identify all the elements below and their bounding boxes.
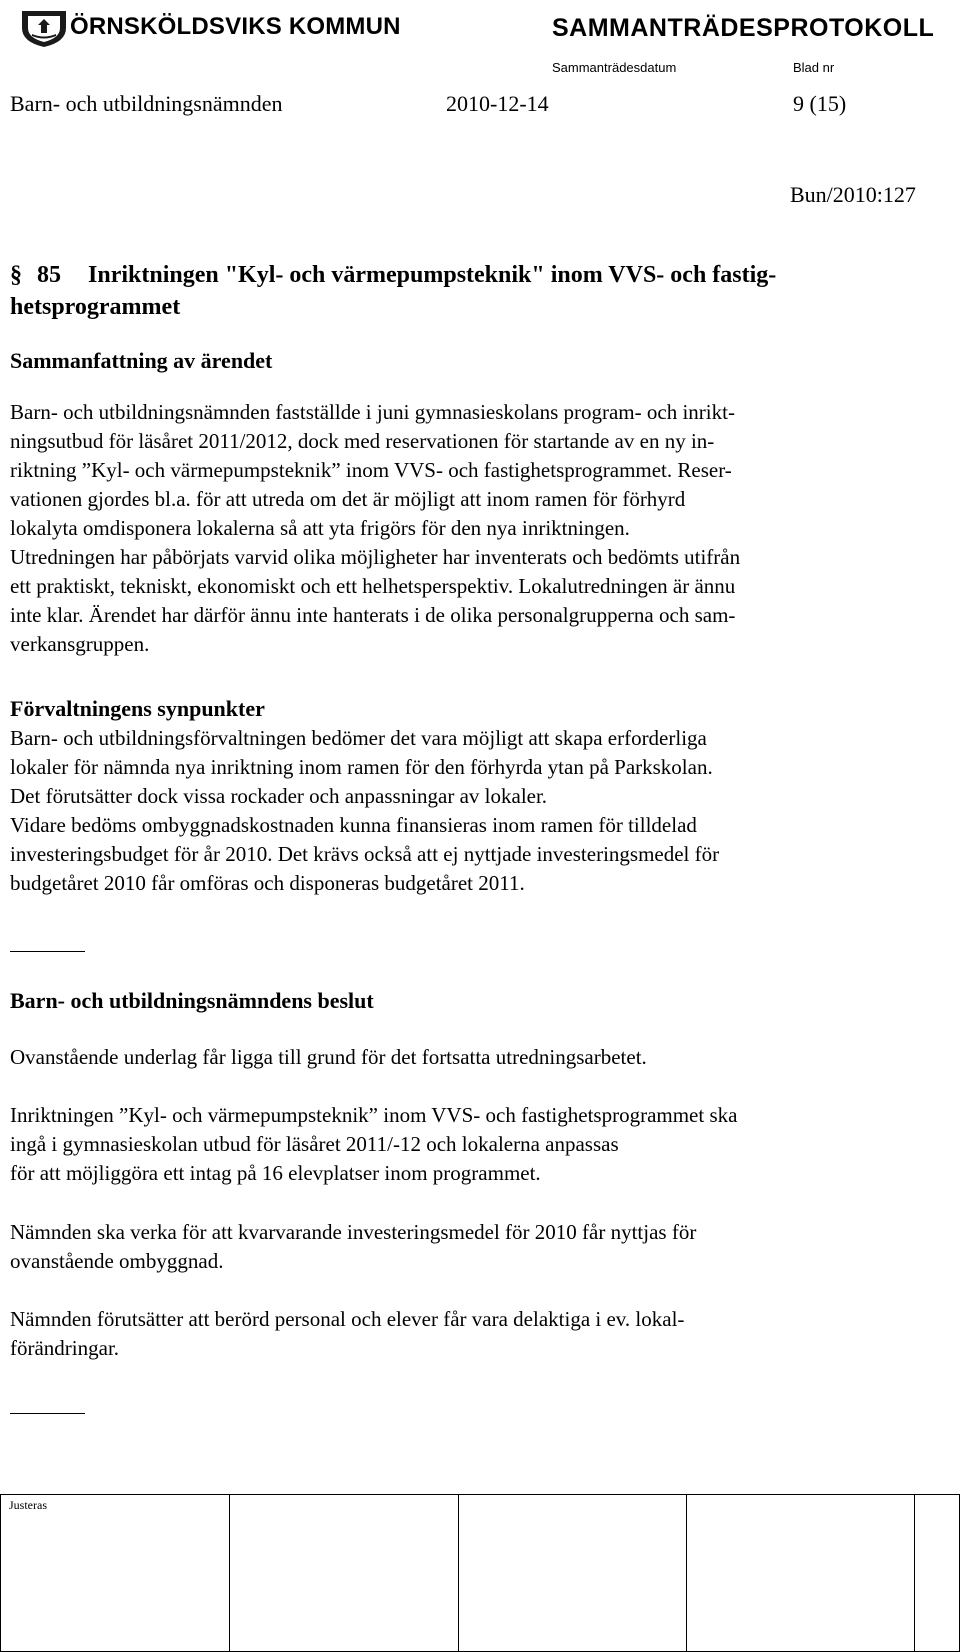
document-type-title: SAMMANTRÄDESPROTOKOLL — [552, 14, 935, 42]
section-number: 85 — [37, 262, 61, 288]
summary-line: Utredningen har påbörjats varvid olika möjligheter har inventerats och bedömts utifrån — [10, 545, 741, 569]
summary-line: vationen gjordes bl.a. för att utreda om det är möjligt att inom ramen för förhyrd — [10, 487, 686, 511]
decision-paragraph-1 — [10, 1043, 910, 1072]
page-number-label: Blad nr — [793, 60, 835, 75]
board-name: Barn- och utbildningsnämnden — [10, 91, 283, 116]
decision-heading: Barn- och utbildningsnämndens beslut — [10, 988, 374, 1013]
summary-heading: Sammanfattning av ärendet — [10, 348, 273, 373]
signature-table — [0, 1494, 960, 1652]
decision-paragraph-2 — [10, 1101, 910, 1188]
section-sign: § — [10, 262, 22, 288]
summary-line: verkansgruppen. — [10, 632, 150, 656]
signature-cell — [915, 1495, 960, 1652]
meeting-date: 2010-12-14 — [446, 91, 549, 116]
section-title-line-1: Inriktningen "Kyl- och värmepumpsteknik" inom VVS- och fastig- — [88, 262, 777, 288]
decision-line: Nämnden ska verka för att kvarvarande investeringsmedel för 2010 får nyttjas för — [10, 1220, 697, 1244]
decision-paragraph-3 — [10, 1218, 910, 1276]
administration-heading: Förvaltningens synpunkter — [10, 696, 265, 721]
decision-line: Ovanstående underlag får ligga till grund för det fortsatta utredningsarbetet. — [10, 1045, 647, 1069]
signature-label: Justeras — [9, 1498, 47, 1512]
decision-paragraph-4 — [10, 1305, 910, 1363]
administration-line: lokaler för nämnda nya inriktning inom ramen för den förhyrda ytan på Parkskolan. — [10, 755, 713, 779]
decision-line: ovanstående ombyggnad. — [10, 1249, 224, 1273]
summary-line: lokalyta omdisponera lokalerna så att yta frigörs för den nya inriktningen. — [10, 516, 630, 540]
municipal-coat-of-arms-icon — [20, 8, 68, 48]
administration-line: Barn- och utbildningsförvaltningen bedömer det vara möjligt att skapa erforderliga — [10, 726, 707, 750]
administration-line: Det förutsätter dock vissa rockader och anpassningar av lokaler. — [10, 784, 548, 808]
divider-line — [10, 951, 85, 952]
summary-line: inte klar. Ärendet har därför ännu inte hanterats i de olika personalgrupperna och sam- — [10, 603, 736, 627]
summary-line: Barn- och utbildningsnämnden fastställde i juni gymnasieskolans program- och inrikt- — [10, 400, 735, 424]
decision-line: förändringar. — [10, 1336, 120, 1360]
decision-line: ingå i gymnasieskolan utbud för läsåret 2011/-12 och lokalerna anpassas — [10, 1132, 619, 1156]
administration-line: Vidare bedöms ombyggnadskostnaden kunna finansieras inom ramen för tilldelad — [10, 813, 697, 837]
summary-paragraph — [10, 398, 910, 659]
summary-line: ningsutbud för läsåret 2011/2012, dock med reservationen för startande av en ny in- — [10, 429, 715, 453]
signature-cell — [230, 1495, 459, 1652]
page-number: 9 (15) — [793, 91, 847, 116]
decision-line: Nämnden förutsätter att berörd personal och elever får vara delaktiga i ev. lokal- — [10, 1307, 685, 1331]
section-title-line-2: hetsprogrammet — [10, 294, 181, 320]
signature-cell — [687, 1495, 915, 1652]
administration-paragraph — [10, 724, 910, 898]
municipality-name: ÖRNSKÖLDSVIKS KOMMUN — [70, 13, 401, 40]
summary-line: riktning ”Kyl- och värmepumpsteknik” inom VVS- och fastighetsprogrammet. Reser- — [10, 458, 732, 482]
signature-cell — [459, 1495, 687, 1652]
decision-line: för att möjliggöra ett intag på 16 elevplatser inom programmet. — [10, 1161, 541, 1185]
meeting-date-label: Sammanträdesdatum — [552, 60, 677, 75]
summary-line: ett praktiskt, tekniskt, ekonomiskt och ett helhetsperspektiv. Lokalutredningen är ännu — [10, 574, 736, 598]
case-reference: Bun/2010:127 — [790, 182, 916, 207]
divider-line — [10, 1413, 85, 1414]
signature-cell — [1, 1495, 230, 1652]
decision-line: Inriktningen ”Kyl- och värmepumpsteknik” inom VVS- och fastighetsprogrammet ska — [10, 1103, 738, 1127]
administration-line: budgetåret 2010 får omföras och disponeras budgetåret 2011. — [10, 871, 525, 895]
administration-line: investeringsbudget för år 2010. Det krävs också att ej nyttjade investeringsmedel för — [10, 842, 720, 866]
